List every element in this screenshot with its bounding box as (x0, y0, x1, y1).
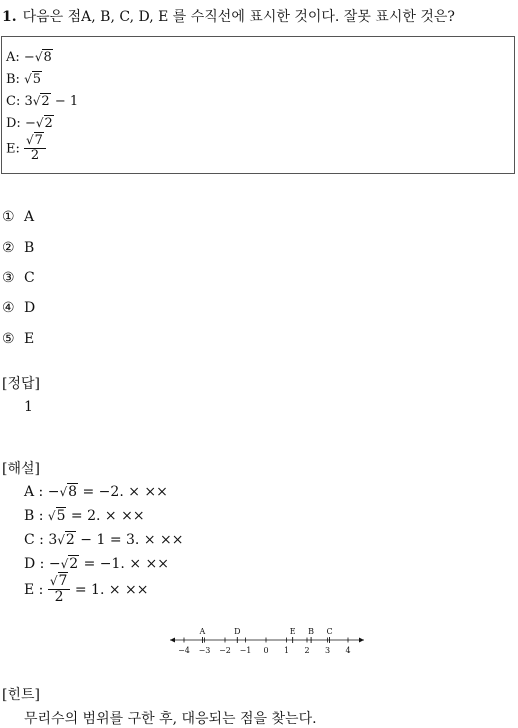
sol-c-rest: − 1 = 3. × ×× (75, 532, 184, 548)
sqrt-expression: √2 (32, 94, 50, 109)
sqrt-expression: √5 (47, 508, 66, 524)
solution-line-e (24, 574, 149, 606)
number-line (160, 622, 374, 662)
box-line-a (6, 50, 53, 65)
sol-b-rest: = 2. × ×× (66, 508, 145, 524)
sol-e-rest: = 1. × ×× (70, 581, 149, 598)
choice-5[interactable] (2, 331, 34, 347)
question-number: 1. (2, 9, 17, 25)
choice-4[interactable] (2, 300, 35, 316)
box-a-radicand: 8 (43, 50, 52, 65)
fraction (48, 574, 71, 606)
solution-tag: [해설] (2, 461, 40, 477)
answer-value: 1 (24, 399, 33, 415)
point-label: D (234, 627, 241, 636)
box-a-prefix: − (23, 50, 35, 65)
box-c-label: C: (6, 94, 21, 109)
question-header (2, 6, 455, 26)
sqrt-expression: √8 (34, 50, 52, 65)
tick-label: −1 (239, 646, 252, 655)
box-e-radicand: 7 (34, 133, 43, 148)
sqrt-expression: √2 (35, 116, 53, 131)
sol-e-label: E : (24, 581, 48, 598)
tick-label: −4 (178, 646, 190, 655)
sol-a-label: A : (24, 484, 48, 500)
box-line-c (6, 94, 78, 109)
tick-label: −2 (219, 646, 231, 655)
box-line-d (6, 116, 54, 131)
choice-text: B (24, 240, 35, 256)
axis-right-arrow (359, 638, 364, 643)
sol-a-prefix: − (47, 484, 60, 500)
box-c-prefix: 3 (24, 94, 33, 109)
sol-e-denominator: 2 (54, 589, 64, 606)
sqrt-expression: √7 (49, 573, 68, 589)
sol-d-radicand: 2 (69, 556, 79, 572)
point-label: B (308, 627, 315, 636)
point-label: C (326, 627, 333, 636)
fraction (24, 134, 46, 164)
question-text: 다음은 점A, B, C, D, E 를 수직선에 표시한 것이다. 잘못 표시한 것은? (22, 9, 455, 25)
choice-mark: ① (2, 209, 15, 225)
sqrt-expression: √2 (60, 556, 79, 572)
tick-label: 3 (324, 646, 331, 655)
box-d-radicand: 2 (44, 116, 53, 131)
tick-label: 1 (283, 646, 290, 655)
choice-text: E (24, 331, 35, 347)
box-a-label: A: (6, 50, 20, 65)
choice-mark: ② (2, 240, 15, 256)
solution-line-b (24, 508, 145, 524)
axis-left-arrow (170, 638, 175, 643)
choice-mark: ③ (2, 270, 15, 286)
box-line-e (6, 134, 46, 164)
choice-text: D (24, 300, 36, 316)
box-line-b (6, 72, 42, 87)
sol-b-radicand: 5 (56, 508, 66, 524)
sol-e-radicand: 7 (58, 573, 68, 589)
solution-line-a (24, 484, 168, 500)
tick-label: −3 (198, 646, 211, 655)
sol-c-prefix: 3 (48, 532, 58, 548)
choice-1[interactable] (2, 209, 34, 225)
tick-label: 0 (263, 646, 269, 655)
choice-text: C (24, 270, 35, 286)
box-d-prefix: − (24, 116, 36, 131)
box-b-radicand: 5 (32, 72, 42, 87)
box-c-radicand: 2 (41, 94, 50, 109)
choice-2[interactable] (2, 240, 34, 256)
sqrt-expression: √7 (26, 133, 43, 148)
choice-3[interactable] (2, 270, 35, 286)
box-e-denominator: 2 (30, 148, 40, 164)
hint-text: 무리수의 범위를 구한 후, 대응되는 점을 찾는다. (24, 711, 317, 727)
sol-b-label: B : (24, 508, 48, 524)
answer-tag: [정답] (2, 376, 40, 392)
choice-mark: ⑤ (2, 331, 15, 347)
box-b-label: B: (6, 72, 20, 87)
box-e-label: E: (6, 141, 20, 157)
sqrt-expression: √2 (57, 532, 75, 548)
point-label: E (289, 627, 296, 636)
hint-tag: [힌트] (2, 687, 40, 703)
sol-a-rest: = −2. × ×× (78, 484, 168, 500)
sqrt-expression: √5 (24, 72, 42, 87)
sol-c-radicand: 2 (65, 532, 75, 548)
solution-line-d (24, 556, 169, 572)
box-d-label: D: (6, 116, 21, 131)
choice-mark: ④ (2, 300, 15, 316)
sol-d-rest: = −1. × ×× (79, 556, 169, 572)
tick-label: 2 (304, 646, 310, 655)
sol-c-label: C : (24, 532, 49, 548)
box-c-suffix: − 1 (50, 94, 79, 109)
tick-label: 4 (345, 646, 351, 655)
point-label: A (199, 627, 206, 636)
choice-text: A (24, 209, 35, 225)
solution-line-c (24, 532, 183, 548)
sqrt-expression: √8 (59, 484, 78, 500)
sol-d-prefix: − (48, 556, 61, 572)
sol-a-radicand: 8 (68, 484, 78, 500)
sol-d-label: D : (24, 556, 49, 572)
